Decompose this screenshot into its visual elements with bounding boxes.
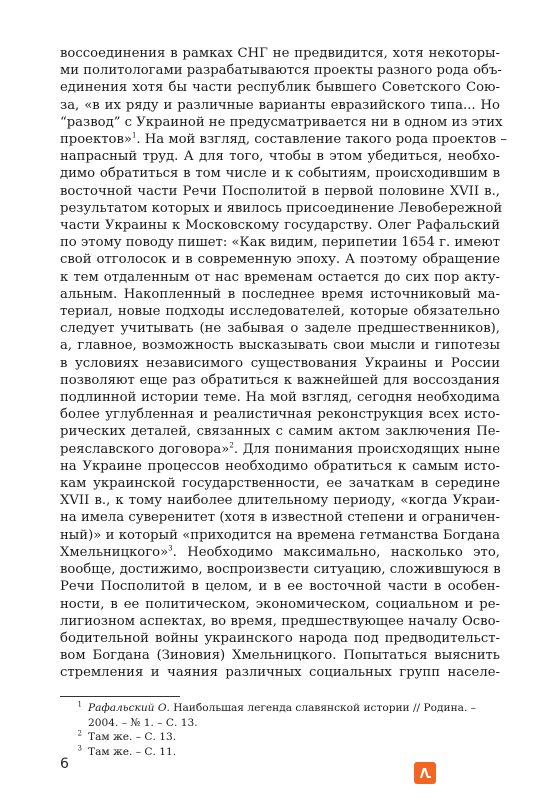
footnote-text: Там же. – С. 11.	[88, 745, 177, 758]
text-line: териал, новые подходы исследователей, которые обязательно	[60, 304, 500, 320]
text-line: стремления и чаяния различных социальных групп населе-	[60, 665, 500, 681]
text-line: за, «в их ряду и различные варианты евразийского типа... Но	[60, 97, 500, 113]
text-line: следует учитывать (не забывая о заделе предшественников),	[60, 321, 500, 337]
text-line: на имела суверенитет (хотя в известной степени и ограничен-	[60, 510, 500, 526]
text-line: вообще, достижимо, воспроизвести ситуацию, сложившуюся в	[60, 562, 501, 578]
footnote	[60, 701, 500, 716]
footnote	[60, 716, 500, 731]
text-line: XVII в., к тому наиболее длительному периоду, «когда Украи-	[60, 493, 500, 509]
footnote-ref[interactable]: 1	[131, 131, 137, 140]
text-line: рических деталей, связанных с самим актом заключения Пе-	[60, 424, 500, 440]
text-line: части Украины к Московскому государству. Олег Рафальский	[60, 218, 500, 234]
footnote	[60, 745, 500, 760]
text-line: результатом которых и явилось присоединение Левобережной	[60, 200, 503, 216]
text-line: ности, в ее политическом, экономическом, социальном и ре-	[60, 596, 500, 612]
footnotes	[60, 701, 500, 759]
text-line: в условиях независимого существования Украины и России	[60, 355, 500, 371]
footnote-ref[interactable]: 3	[168, 544, 173, 553]
text-line: восточной части Речи Посполитой в первой половине XVII в.,	[60, 183, 500, 199]
text-line: лигиозном аспектах, во время, предшествующее началу Осво-	[60, 613, 500, 629]
text-line: “развод” с Украиной не предусматривается ни в одном из этих	[60, 114, 503, 130]
footnote-number: 2	[77, 729, 82, 738]
footnote-author: Рафальский О.	[88, 702, 170, 714]
footnote-text: 2004. – № 1. – С. 13.	[88, 716, 198, 729]
text-line: а, главное, возможность высказывать свои мысли и гипотезы	[60, 338, 500, 354]
text-line: ный)» и который «приходится на времена гетманства Богдана	[60, 527, 500, 543]
text-line: воссоединения в рамках СНГ не предвидится, хотя некоторы-	[60, 46, 500, 61]
text-line: реяславского договора»$^2$. Для понимания происходящих ныне	[60, 441, 500, 457]
text-line: свой отголосок и в современную эпоху. А поэтому обращение	[60, 252, 500, 268]
litres-logo-icon	[414, 762, 436, 784]
text-line: к тем отдаленным от нас временам остается до сих пор акту-	[60, 269, 500, 285]
text-line: Речи Посполитой в целом, и в ее восточной части в особен-	[60, 579, 500, 595]
text-line: единения хотя бы части республик бывшего Советского Сою-	[60, 80, 500, 96]
footnote-ref[interactable]: 2	[229, 441, 234, 450]
text-line: подлинной истории теме. На мой взгляд, сегодня необходима	[60, 390, 500, 406]
text-line: альным. Накопленный в последнее время источниковый ма-	[60, 286, 500, 302]
text-line: ми политологами разрабатываются проекты разного рода объ-	[60, 63, 502, 79]
footnote-number: 3	[77, 743, 82, 752]
page-number: 6	[60, 756, 69, 772]
text-line: вом Богдана (Зиновия) Хмельницкого. Попытаться выяснить	[60, 648, 500, 664]
footnote	[60, 730, 500, 745]
text-line: напрасный труд. А для того, чтобы в этом убедиться, необхо-	[60, 149, 500, 165]
text-line: по этому поводу пишет: «Как видим, перипетии 1654 г. имеют	[60, 235, 500, 251]
text-line: кам украинской государственности, ее зачаткам в середине	[60, 476, 500, 492]
footnote-number: 1	[77, 700, 82, 709]
text-line: проектов»$^1$. На мой взгляд, составление такого рода проектов –	[60, 131, 507, 148]
text-line: позволяют еще раз обратиться к важнейшей для воссоздания	[60, 372, 500, 388]
text-line: бодительной войны украинского народа под предводительст-	[60, 630, 500, 646]
footnote-text: Наибольшая легенда славянской истории // Родина. –	[169, 702, 476, 714]
footnote-text: Там же. – С. 13.	[88, 731, 177, 743]
text-line: Хмельницкого»$^3$. Необходимо максимально, насколько это,	[60, 544, 500, 560]
main-text	[60, 45, 507, 682]
footnote-divider	[60, 696, 180, 697]
text-line: на Украине процессов необходимо обратиться к самым исто-	[60, 458, 500, 474]
text-line: более углубленная и реалистичная реконструкция всех исто-	[60, 407, 500, 423]
text-line: димо обратиться в том числе и к событиям, происходившим в	[60, 166, 500, 182]
